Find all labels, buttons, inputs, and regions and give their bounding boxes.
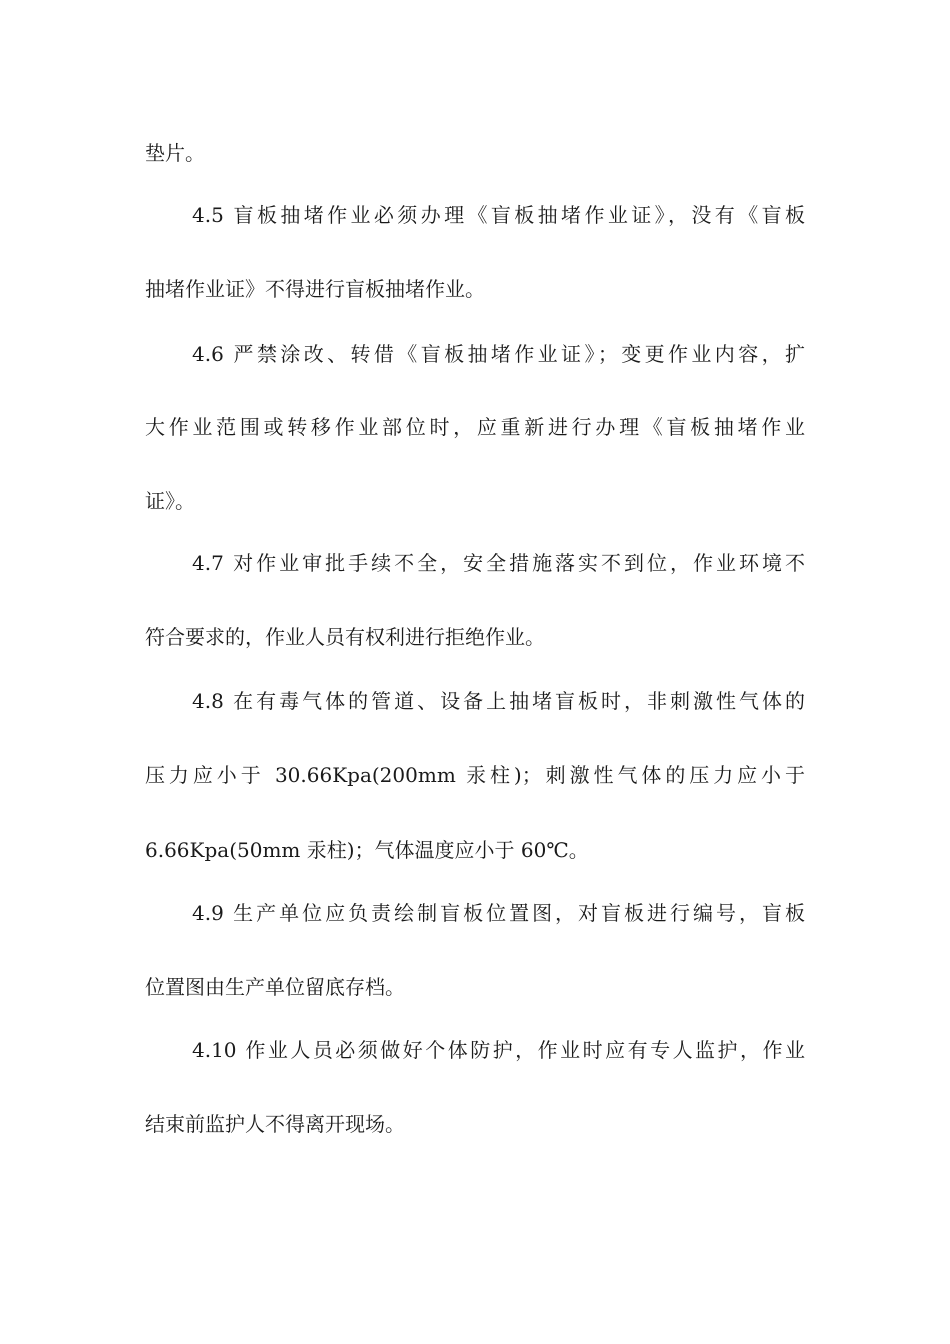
paragraph-line: 垫片。 (145, 141, 205, 165)
paragraph-line: 结束前监护人不得离开现场。 (145, 1112, 405, 1136)
paragraph-line: 4.5 盲板抽堵作业必须办理《盲板抽堵作业证》，没有《盲板 (192, 203, 805, 227)
paragraph-line: 位置图由生产单位留底存档。 (145, 975, 405, 999)
paragraph-line: 4.9 生产单位应负责绘制盲板位置图，对盲板进行编号，盲板 (192, 901, 805, 925)
paragraph-line: 6.66Kpa(50mm 汞柱)；气体温度应小于 60℃。 (145, 838, 589, 862)
paragraph-line: 压力应小于 30.66Kpa(200mm 汞柱)；刺激性气体的压力应小于 (145, 763, 805, 787)
paragraph-line: 大作业范围或转移作业部位时，应重新进行办理《盲板抽堵作业 (145, 415, 805, 439)
paragraph-line: 4.8 在有毒气体的管道、设备上抽堵盲板时，非刺激性气体的 (192, 689, 805, 713)
paragraph-line: 4.6 严禁涂改、转借《盲板抽堵作业证》；变更作业内容，扩 (192, 342, 805, 366)
paragraph-line: 抽堵作业证》不得进行盲板抽堵作业。 (145, 277, 485, 301)
paragraph-line: 4.7 对作业审批手续不全，安全措施落实不到位，作业环境不 (192, 551, 805, 575)
paragraph-line: 证》。 (145, 489, 195, 513)
paragraph-line: 符合要求的，作业人员有权利进行拒绝作业。 (145, 625, 545, 649)
paragraph-line: 4.10 作业人员必须做好个体防护，作业时应有专人监护，作业 (192, 1038, 805, 1062)
